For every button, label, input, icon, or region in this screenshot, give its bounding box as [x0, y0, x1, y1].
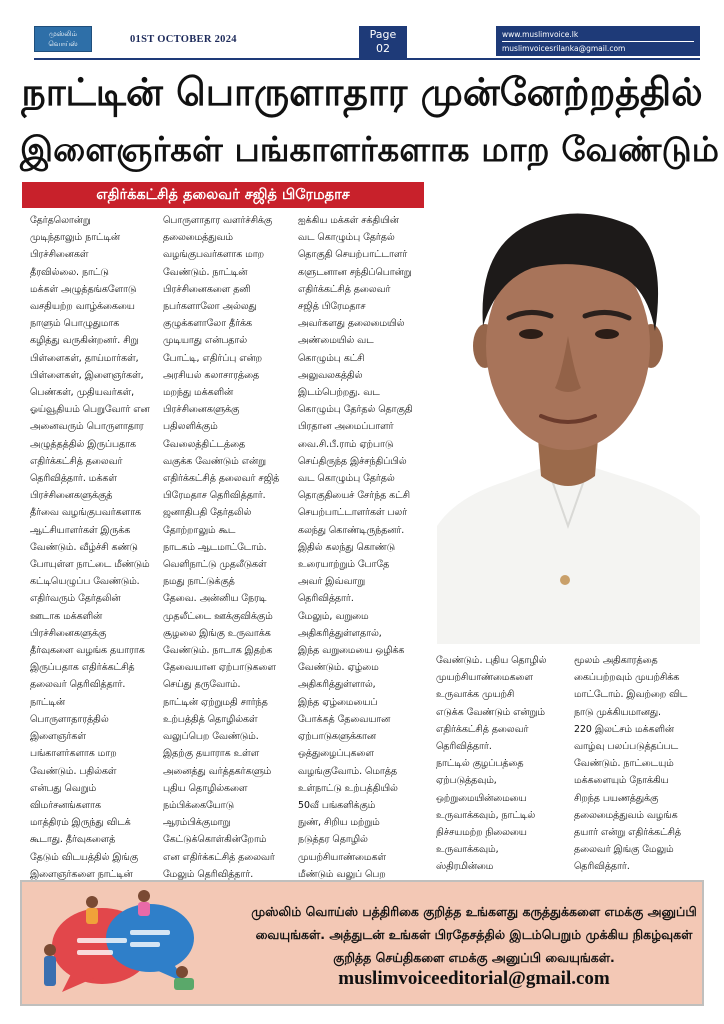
article-column-3: ஐக்கிய மக்கள் சக்தியின் வட கொழும்பு தேர்தல் தொகுதி செயற்பாட்டாளர் களுடனான சந்திப்பொன்று எதிர்க்கட்சித் தலைவர் சஜித் பிரேமதாச அவர்களது தலைமையில் அண்மையில் வட கொழும்பு கட்சி அலுவலகத்தில் இடம்பெற்றது. வட கொழும்பு தேர்தல் தொகுதி பிரதான அமைப்பாளர் வை.சி.பீ.ராம் ஏற்பாடு செய்திருந்த இச்சந்திப்பில் வட கொழும்பு தேர்தல் தொகுதியைச் சேர்ந்த கட்சி செயற்பாட்டாளர்கள் பலர் கலந்து கொண்டிருந்தனர். இதில் கலந்து கொண்டு உரையாற்றும் போதே அவர் இவ்வாறு தெரிவித்தார். மேலும், வறுமை அதிகரித்துள்ளதால், இந்த வறுமையை ஒழிக்க வேண்டும். ஏழ்மை அதிகரித்துள்ளால், இந்த ஏழ்மையைப் போக்கத் தேவையான ஏற்பாடுகளுக்கான ஒத்துழைப்புகளை வழங்குவோம். மொத்த உள்நாட்டு உற்பத்தியில் 50வீ பங்களிக்கும் நுண், சிறிய மற்றும் நடுத்தர தொழில் முயற்சியாண்மைகள் மீண்டும் வலுப் பெற: [298, 215, 413, 880]
portrait-photo: [437, 196, 700, 644]
issue-date: 01ST OCTOBER 2024: [130, 34, 237, 45]
contact-box: [496, 26, 700, 56]
logo-text: முஸ்லிம் வொய்ஸ்: [48, 30, 78, 48]
portrait-illustration: [437, 196, 700, 644]
headline-line-2: இளைஞர்கள் பங்காளர்களாக மாற வேண்டும்: [20, 130, 720, 170]
article-column-1: தேர்தலொன்று முடிந்தாலும் நாட்டின் பிரச்சினைகள் தீரவில்லை. நாட்டு மக்கள் அழுத்தங்களோடு வசதியற்ற வாழ்க்கையை நாளும் பொழுதுமாக கழித்து வருகின்றனர். சிறு பிள்ளைகள், தாய்மார்கள், பிள்ளைகள், இளைஞர்கள், பெண்கள், முதியவர்கள், ஓய்வூதியம் பெறுவோர் என அனைவரும் பொருளாதார அழுத்தத்தில் இருப்பதாக எதிர்க்கட்சித் தலைவர் தெரிவித்தார். மக்கள் பிரச்சினைகளுக்குத் தீர்வை வழங்குபவர்களாக ஆட்சியாளர்கள் இருக்க வேண்டும். வீழ்ச்சி கண்டு போயுள்ள நாட்டை மீண்டும் கட்டியெழுப்ப வேண்டும். எதிர்வரும் தேர்தலின் ஊடாக மக்களின் பிரச்சினைகளுக்கு தீர்வுகளை வழங்க தயாராக இருப்பதாக எதிர்க்கட்சித் தலைவர் தெரிவித்தார். நாட்டின் பொருளாதாரத்தில் இளைஞர்கள் பங்காளர்களாக மாற வேண்டும். பதில்கள் என்பது வெறும் விமர்சனங்களாக மாத்திரம் இருந்து விடக் கூடாது. தீர்வுகளைத் தேடும் விடயத்தில் இங்கு இளைஞர்களை நாட்டின்: [30, 215, 150, 880]
page-header: [0, 0, 724, 62]
page-number: 02: [376, 42, 390, 55]
banner-email[interactable]: muslimvoiceeditorial@gmail.com: [338, 968, 610, 989]
contact-email[interactable]: muslimvoicesrilanka@gmail.com: [502, 44, 626, 53]
article-column-4: வேண்டும். புதிய தொழில் முயற்சியாண்மைகளை உருவாக்க முயற்சி எடுக்க வேண்டும் என்றும் எதிர்க்கட்சித் தலைவர் தெரிவித்தார். நாட்டில் குழப்பத்தை ஏற்படுத்தவும், ஒற்றுமையின்மையை உருவாக்கவும், நாட்டில் நிச்சயமற்ற நிலையை உருவாக்கவும், ஸ்திரமின்மை: [436, 655, 547, 873]
headline-line-1: நாட்டின் பொருளாதார முன்னேற்றத்தில்: [21, 70, 703, 114]
feedback-banner: [20, 880, 704, 1006]
newspaper-logo: [34, 26, 92, 52]
byline-banner: எதிர்க்கட்சித் தலைவர் சஜித் பிரேமதாச: [22, 182, 424, 208]
header-divider: [34, 58, 700, 60]
page-label: Page: [369, 28, 397, 41]
page-number-box: [359, 26, 407, 58]
article-column-2: பொருளாதார வளர்ச்சிக்கு தலைமைத்துவம் வழங்குபவர்களாக மாற வேண்டும். நாட்டின் பிரச்சினைகளை தனி நபர்களாலோ அல்லது குழுக்களாலோ தீர்க்க முடியாது என்பதால் போட்டி, எதிர்ப்பு என்ற அரசியல் கலாசாரத்தை மறந்து மக்களின் பிரச்சினைகளுக்கு பதிலளிக்கும் வேலைத்திட்டத்தை வகுக்க வேண்டும் என்று எதிர்க்கட்சித் தலைவர் சஜித் பிரேமதாச தெரிவித்தார். ஜனாதிபதி தேர்தலில் தோற்றாலும் கூட நாடகம் ஆடமாட்டோம். வெளிநாட்டு முதலீடுகள் நமது நாட்டுக்குத் தேவை. அன்னிய நேரடி முதலீட்டை ஊக்குவிக்கும் சூழலை இங்கு உருவாக்க வேண்டும். நாடாக இதற்க தேவையான ஏற்பாடுகளை செய்து தருவோம். நாட்டின் ஏற்றுமதி சார்ந்த உற்பத்தித் தொழில்கள் வலுப்பெற வேண்டும். இதற்கு தயாராக உள்ள அனைத்து வர்த்தகர்களும் புதிய தொழில்களை நம்பிக்கையோடு ஆரம்பிக்குமாறு கேட்டுக்கொள்கின்றோம் என எதிர்க்கட்சித் தலைவர் மேலும் தெரிவித்தார்.: [163, 215, 280, 880]
article-column-5: மூலம் அதிகாரத்தை கைப்பற்றவும் முயற்சிக்க மாட்டோம். இவற்றை விட நாடு முக்கியமானது. 220 இலட்சம் மக்களின் வாழ்வு பலப்படுத்தப்பட வேண்டும். நாட்டையும் மக்களையும் நோக்கிய சிறந்த பயணத்துக்கு தலைமைத்துவம் வழங்க தயார் என்று எதிர்க்கட்சித் தலைவர் இங்கு மேலும் தெரிவித்தார்.: [574, 655, 688, 873]
banner-message: முஸ்லிம் வொய்ஸ் பத்திரிகை குறித்த உங்களது கருத்துக்களை எமக்கு அனுப்பி வையுங்கள். அத்துடன் உங்கள் பிரதேசத்தில் இடம்பெறும் முக்கிய நிகழ்வுகள் குறித்த செய்திகளை எமக்கு அனுப்பி வையுங்கள்.: [251, 904, 697, 965]
chat-people-illustration: [32, 888, 242, 1000]
website-link[interactable]: www.muslimvoice.lk: [502, 28, 694, 42]
